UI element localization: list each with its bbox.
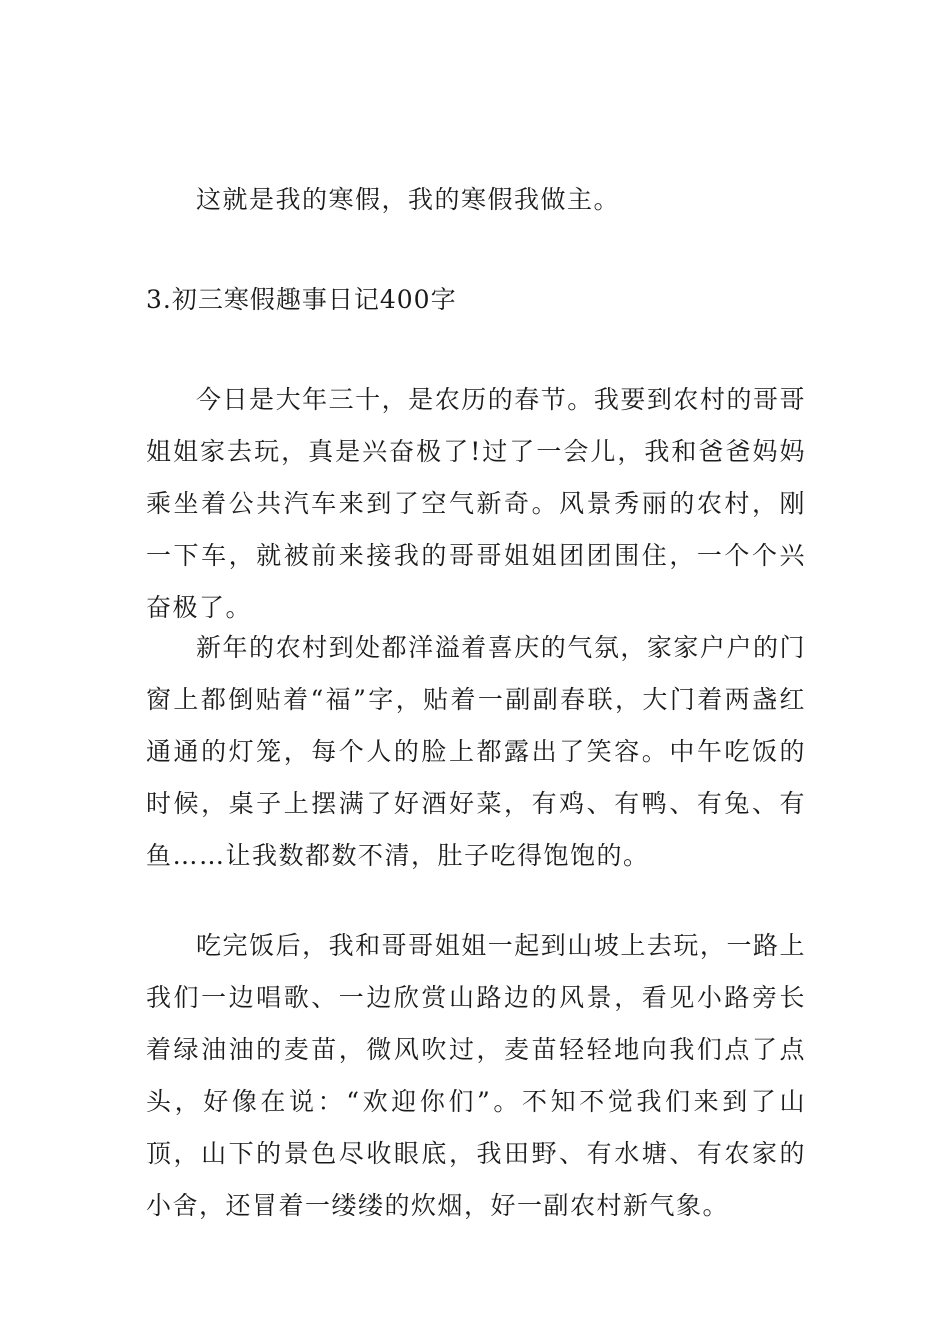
paragraph-intro: 今日是大年三十，是农历的春节。我要到农村的哥哥姐姐家去玩，真是兴奋极了!过了一会儿，我和爸爸妈妈乘坐着公共汽车来到了空气新奇。风景秀丽的农村，刚一下车，就被前来接我的哥哥姐姐团团围住，一个个兴奋极了。	[146, 385, 806, 622]
section-heading: 3.初三寒假趣事日记400字	[146, 285, 457, 314]
paragraph-closing: 这就是我的寒假，我的寒假我做主。	[196, 185, 621, 214]
paragraph-new-year: 新年的农村到处都洋溢着喜庆的气氛，家家户户的门窗上都倒贴着“福”字，贴着一副副春联，大门着两盏红通通的灯笼，每个人的脸上都露出了笑容。中午吃饭的时候，桌子上摆满了好酒好菜，有鸡、有鸭、有兔、有鱼……让我数都数不清，肚子吃得饱饱的。	[146, 633, 806, 870]
paragraph-hill-walk: 吃完饭后，我和哥哥姐姐一起到山坡上去玩，一路上我们一边唱歌、一边欣赏山路边的风景，看见小路旁长着绿油油的麦苗，微风吹过，麦苗轻轻地向我们点了点头，好像在说：“欢迎你们”。不知不觉我们来到了山顶，山下的景色尽收眼底，我田野、有水塘、有农家的小舍，还冒着一缕缕的炊烟，好一副农村新气象。	[146, 931, 806, 1220]
